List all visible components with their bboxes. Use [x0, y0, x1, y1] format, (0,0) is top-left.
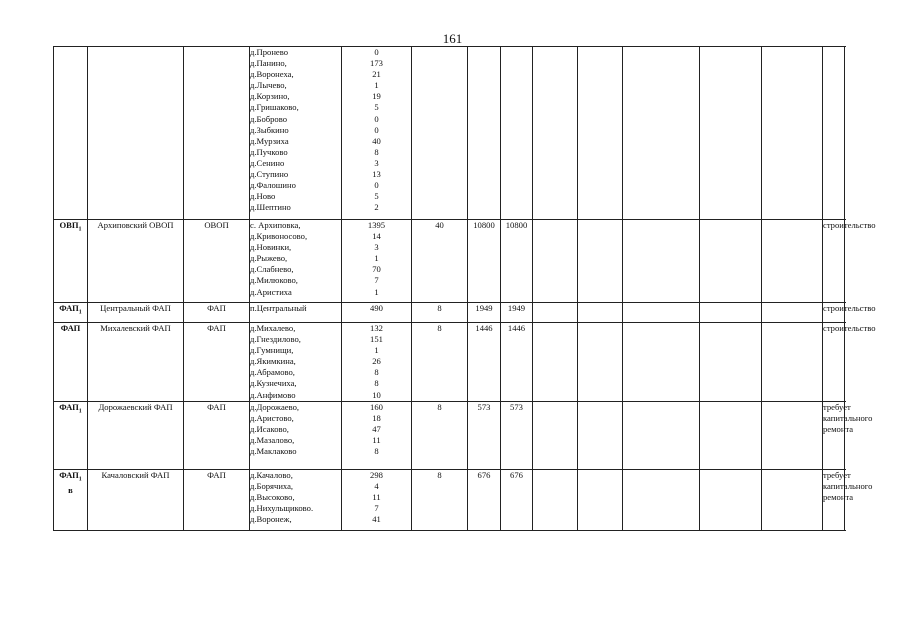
empty-cell [623, 323, 700, 402]
empty-cell [762, 47, 823, 220]
population-value: 7 [374, 502, 379, 513]
population-value: 13 [372, 169, 381, 180]
population-value: 1395 [367, 220, 386, 230]
settlement-name: д.Зыбкино [250, 124, 289, 135]
settlement-name: д.Гнездилово, [250, 334, 301, 345]
empty-cell [623, 220, 700, 303]
settlement-name: д.Панино, [250, 58, 287, 69]
facility-status: требует капитального ремонта [823, 401, 845, 469]
empty-cell [762, 303, 823, 323]
population-cell [342, 401, 412, 469]
facility-status: требует капитального ремонта [823, 469, 845, 530]
population-value: 21 [372, 69, 381, 80]
facility-name: Дорожаевский ФАП [88, 401, 184, 469]
population-value: 0 [374, 113, 379, 124]
population-value: 8 [374, 378, 379, 389]
table-row [54, 469, 845, 530]
served-population: 1949 [468, 303, 501, 323]
served-population-total: 1446 [501, 323, 533, 402]
facility-type: ФАП [184, 469, 250, 530]
population-value: 160 [370, 401, 383, 412]
facility-code [54, 469, 88, 530]
empty-cell [533, 401, 578, 469]
facility-name: Качаловский ФАП [88, 469, 184, 530]
settlement-name: д.Мазалово, [250, 434, 295, 445]
empty-cell [623, 469, 700, 530]
settlement-name: п.Центральный [250, 303, 307, 313]
population-value: 7 [374, 275, 379, 286]
empty-cell [700, 323, 762, 402]
settlement-name: д.Кривоносово, [250, 231, 308, 242]
population-value: 3 [374, 242, 379, 253]
empty-cell [533, 220, 578, 303]
served-population [468, 47, 501, 220]
population-value: 0 [374, 180, 379, 191]
empty-cell [623, 401, 700, 469]
settlements-cell [250, 323, 342, 402]
population-value: 1 [374, 345, 379, 356]
settlement-name: д.Ступино [250, 169, 289, 180]
settlements-cell [250, 303, 342, 323]
facility-code-index: 1 [78, 476, 82, 483]
served-population: 10800 [468, 220, 501, 303]
settlement-name: д.Михалево, [250, 323, 296, 333]
settlement-name: д.Кузнечиха, [250, 378, 297, 389]
facility-code-suffix: в [68, 485, 73, 496]
empty-cell [762, 220, 823, 303]
empty-cell [578, 303, 623, 323]
settlement-name: д.Пронево [250, 47, 289, 57]
settlement-name: д.Милюково, [250, 275, 298, 286]
served-population-total: 1949 [501, 303, 533, 323]
capacity-value: 8 [412, 323, 468, 402]
served-population: 1446 [468, 323, 501, 402]
facility-type: ОВОП [184, 220, 250, 303]
facility-type: ФАП [184, 401, 250, 469]
served-population-total: 676 [501, 469, 533, 530]
settlement-name: д.Воронеж, [250, 514, 292, 525]
settlement-name: д.Шептино [250, 202, 291, 213]
facility-code-index: 1 [78, 309, 82, 316]
population-value: 298 [370, 469, 383, 480]
population-value: 41 [372, 514, 381, 525]
capacity-value: 40 [412, 220, 468, 303]
settlements-cell [250, 220, 342, 303]
empty-cell [700, 220, 762, 303]
table-row [54, 47, 845, 220]
facility-code [54, 323, 88, 402]
settlement-name: д.Абрамово, [250, 367, 295, 378]
settlement-name: д.Ново [250, 191, 276, 202]
capacity-value [412, 47, 468, 220]
population-value: 2 [374, 202, 379, 213]
settlement-name: д.Анфимово [250, 389, 296, 400]
settlement-name: д.Новинки, [250, 242, 292, 253]
population-value: 173 [370, 58, 383, 69]
population-cell [342, 303, 412, 323]
settlement-name: д.Сенино [250, 157, 285, 168]
population-value: 19 [372, 91, 381, 102]
capacity-value: 8 [412, 469, 468, 530]
population-value: 3 [374, 157, 379, 168]
served-population-total: 573 [501, 401, 533, 469]
population-value: 11 [372, 434, 381, 445]
facility-status: строительство [823, 220, 845, 303]
facility-name: Архиповский ОВОП [88, 220, 184, 303]
facility-code-text: ФАП [59, 303, 79, 313]
facility-code-text: ОВП [59, 220, 79, 230]
settlement-name: д.Аристиха [250, 286, 292, 297]
facility-code-text: ФАП [59, 401, 79, 412]
facility-code [54, 303, 88, 323]
settlement-name: д.Борячиха, [250, 480, 294, 491]
population-cell [342, 47, 412, 220]
population-value: 132 [370, 323, 383, 333]
facility-type [184, 47, 250, 220]
settlement-name: д.Лычево, [250, 80, 287, 91]
served-population: 676 [468, 469, 501, 530]
settlement-name: д.Воронеха, [250, 69, 294, 80]
settlement-name: д.Корзино, [250, 91, 290, 102]
facility-name: Михалевский ФАП [88, 323, 184, 402]
population-value: 490 [370, 303, 383, 313]
settlement-name: д.Исаково, [250, 423, 289, 434]
facility-status: строительство [823, 323, 845, 402]
settlements-cell [250, 401, 342, 469]
population-value: 1 [374, 286, 379, 297]
facility-name [88, 47, 184, 220]
settlement-name: д.Фалошино [250, 180, 296, 191]
table-row [54, 220, 845, 303]
table-row [54, 323, 845, 402]
population-cell [342, 220, 412, 303]
facility-type: ФАП [184, 303, 250, 323]
settlement-name: д.Аристово, [250, 412, 294, 423]
population-value: 4 [374, 480, 379, 491]
settlement-name: с. Архиповка, [250, 220, 301, 230]
table-row [54, 401, 845, 469]
empty-cell [533, 47, 578, 220]
empty-cell [533, 323, 578, 402]
empty-cell [700, 47, 762, 220]
population-cell [342, 323, 412, 402]
population-cell [342, 469, 412, 530]
settlements-cell [250, 469, 342, 530]
population-value: 70 [372, 264, 381, 275]
empty-cell [578, 220, 623, 303]
settlement-name: д.Маклаково [250, 446, 297, 457]
facility-code-text: ФАП [60, 323, 81, 333]
settlement-name: д.Дорожаево, [250, 401, 300, 412]
settlement-name: д.Якимкина, [250, 356, 296, 367]
empty-cell [578, 323, 623, 402]
facility-code-index: 1 [78, 226, 82, 233]
page-number: 161 [442, 31, 463, 46]
served-population-total: 10800 [501, 220, 533, 303]
settlement-name: д.Высоково, [250, 491, 295, 502]
served-population: 573 [468, 401, 501, 469]
settlement-name: д.Мурзиха [250, 135, 289, 146]
empty-cell [578, 469, 623, 530]
empty-cell [578, 401, 623, 469]
population-value: 10 [372, 389, 381, 400]
population-value: 5 [374, 191, 379, 202]
empty-cell [762, 401, 823, 469]
population-value: 8 [374, 146, 379, 157]
empty-cell [623, 47, 700, 220]
capacity-value: 8 [412, 303, 468, 323]
capacity-value: 8 [412, 401, 468, 469]
facility-type: ФАП [184, 323, 250, 402]
population-value: 151 [370, 334, 383, 345]
facility-code [54, 401, 88, 469]
facility-status: строительство [823, 303, 845, 323]
population-value: 8 [374, 367, 379, 378]
empty-cell [623, 303, 700, 323]
facility-code-text: ФАП [59, 469, 79, 480]
population-value: 26 [372, 356, 381, 367]
facility-code [54, 47, 88, 220]
settlement-name: д.Слабнево, [250, 264, 294, 275]
population-value: 8 [374, 446, 379, 457]
facility-code-index: 1 [78, 408, 82, 415]
population-value: 18 [372, 412, 381, 423]
facility-code [54, 220, 88, 303]
population-value: 40 [372, 135, 381, 146]
empty-cell [533, 303, 578, 323]
settlement-name: д.Гришаково, [250, 102, 299, 113]
population-value: 11 [372, 491, 381, 502]
empty-cell [700, 401, 762, 469]
settlement-name: д.Боброво [250, 113, 288, 124]
population-value: 14 [372, 231, 381, 242]
empty-cell [533, 469, 578, 530]
empty-cell [578, 47, 623, 220]
population-value: 0 [374, 47, 379, 57]
empty-cell [700, 303, 762, 323]
population-value: 0 [374, 124, 379, 135]
served-population-total [501, 47, 533, 220]
settlement-name: д.Гумнищи, [250, 345, 294, 356]
settlement-name: д.Пучково [250, 146, 288, 157]
facility-status [823, 47, 845, 220]
empty-cell [700, 469, 762, 530]
empty-cell [762, 323, 823, 402]
settlement-name: д.Качалово, [250, 469, 293, 480]
empty-cell [762, 469, 823, 530]
settlement-name: д.Нихульщиково. [250, 502, 314, 513]
population-value: 5 [374, 102, 379, 113]
facility-name: Центральный ФАП [88, 303, 184, 323]
population-value: 47 [372, 423, 381, 434]
population-value: 1 [374, 253, 379, 264]
population-value: 1 [374, 80, 379, 91]
settlements-cell [250, 47, 342, 220]
settlement-name: д.Рыжево, [250, 253, 288, 264]
table-row [54, 303, 845, 323]
facilities-table [53, 46, 876, 531]
